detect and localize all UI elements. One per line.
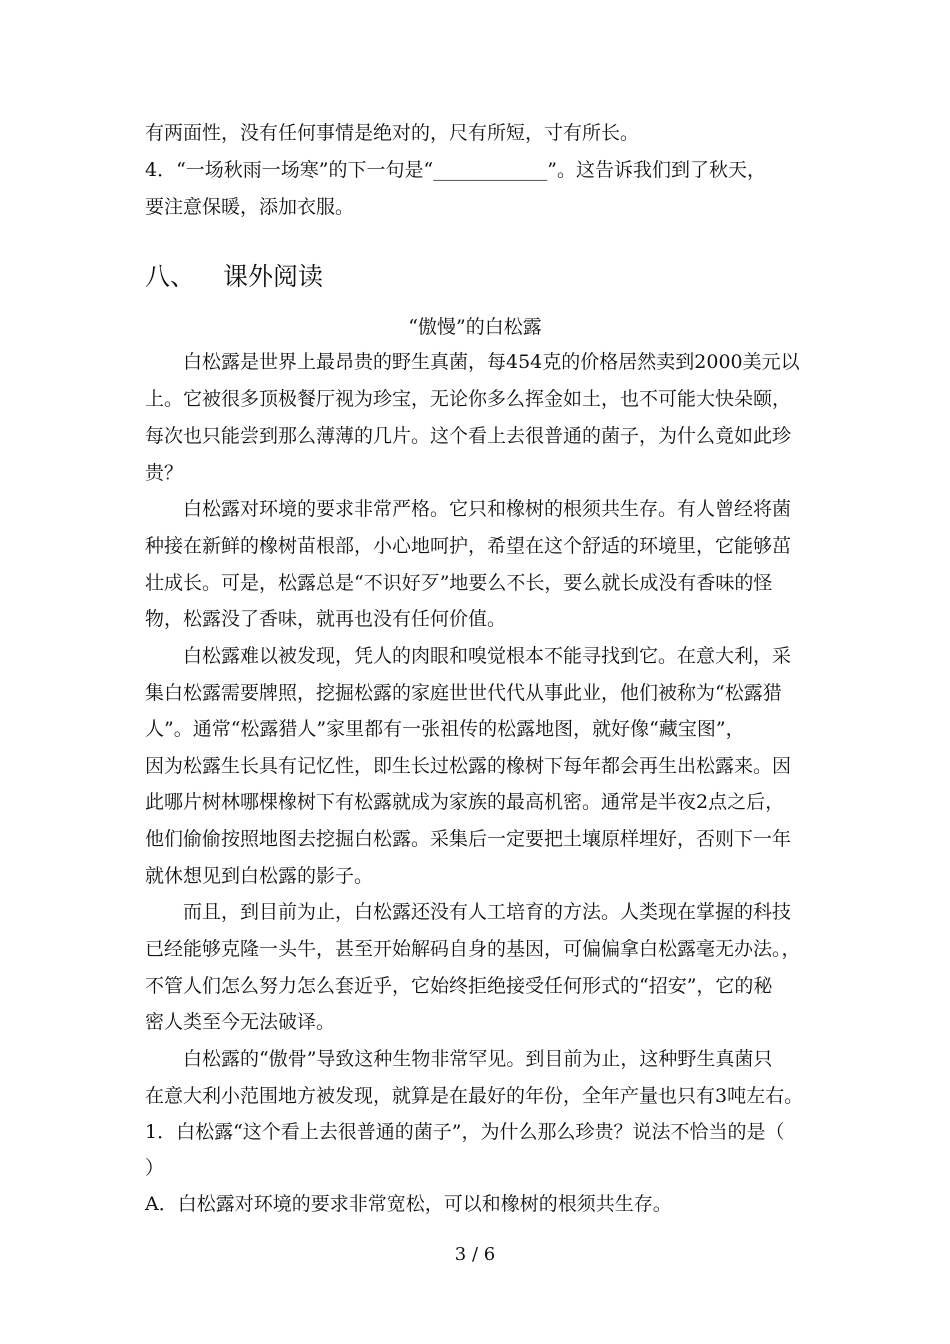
option-a: A．白松露对环境的要求非常宽松，可以和橡树的根须共生存。 — [145, 1193, 672, 1215]
paragraph-line: 密人类至今无法破译。 — [145, 1011, 336, 1033]
text-line: 要注意保暖，添加衣服。 — [145, 196, 355, 218]
paragraph-line: 每次也只能尝到那么薄薄的几片。这个看上去很普通的菌子，为什么竟如此珍 — [145, 425, 792, 447]
paragraph-line: 在意大利小范围地方被发现，就算是在最好的年份，全年产量也只有3吨左右。 — [145, 1085, 804, 1107]
article-title: “傲慢”的白松露 — [408, 316, 542, 338]
paragraph-line: 集白松露需要牌照，挖掘松露的家庭世世代代从事此业，他们被称为“松露猎 — [145, 682, 782, 704]
paragraph-line: 人”。通常“松露猎人”家里都有一张祖传的松露地图，就好像“藏宝图”， — [145, 718, 745, 740]
section-heading — [145, 262, 323, 292]
paragraph-line: 就休想见到白松露的影子。 — [145, 865, 374, 887]
question-4-line: 4．“一场秋雨一场寒”的下一句是“____________”。这告诉我们到了秋天， — [145, 159, 766, 181]
paragraph-line: 壮成长。可是，松露总是“不识好歹”地要么不长，要么就长成没有香味的怪 — [145, 572, 773, 594]
paragraph-line: 此哪片树林哪棵橡树下有松露就成为家族的最高机密。通常是半夜2点之后， — [145, 791, 785, 813]
paragraph-line: 白松露是世界上最昂贵的野生真菌，每454克的价格居然卖到2000美元以 — [183, 351, 800, 373]
paragraph-line: 白松露对环境的要求非常严格。它只和橡树的根须共生存。有人曾经将菌 — [183, 498, 792, 520]
paragraph-line: 白松露的“傲骨”导致这种生物非常罕见。到目前为止，这种野生真菌只 — [183, 1048, 773, 1070]
paragraph-line: 白松露难以被发现，凭人的肉眼和嗅觉根本不能寻找到它。在意大利，采 — [183, 645, 792, 667]
paragraph-line: 已经能够克隆一头牛，甚至开始解码自身的基因，可偏偏拿白松露毫无办法。， — [145, 938, 801, 960]
page-number: 3 / 6 — [454, 1244, 496, 1265]
question-1-line: 1．白松露“这个看上去很普通的菌子”，为什么那么珍贵？说法不恰当的是（ — [145, 1121, 785, 1143]
paragraph-line: 上。它被很多顶极餐厅视为珍宝，无论你多么挥金如土，也不可能大快朵颐， — [145, 388, 792, 410]
section-title: 课外阅读 — [223, 262, 324, 291]
paragraph-line: 他们偷偷按照地图去挖掘白松露。采集后一定要把土壤原样埋好，否则下一年 — [145, 828, 792, 850]
paragraph-line: 而且，到目前为止，白松露还没有人工培育的方法。人类现在掌握的科技 — [183, 901, 792, 923]
section-number: 八、 — [145, 262, 196, 291]
paragraph-line: 不管人们怎么努力怎么套近乎，它始终拒绝接受任何形式的“招安”，它的秘 — [145, 975, 773, 997]
paragraph-line: 因为松露生长具有记忆性，即生长过松露的橡树下每年都会再生出松露来。因 — [145, 755, 792, 777]
paragraph-line: 种接在新鲜的橡树苗根部，小心地呵护，希望在这个舒适的环境里，它能够茁 — [145, 535, 792, 557]
paragraph-line: 物，松露没了香味，就再也没有任何价值。 — [145, 608, 507, 630]
paragraph-line: 贵？ — [145, 462, 184, 484]
text-line: 有两面性，没有任何事情是绝对的，尺有所短，寸有所长。 — [145, 122, 640, 144]
question-1-paren: ） — [145, 1157, 165, 1179]
